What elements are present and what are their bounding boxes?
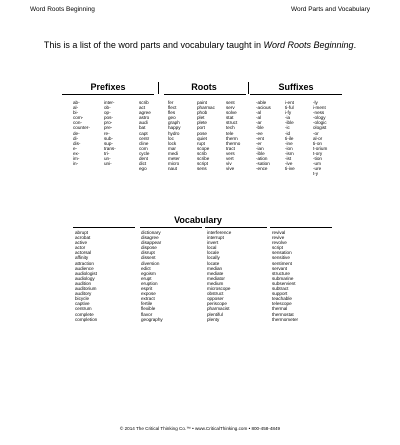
word-item: port [197,125,205,131]
word-item: pre- [104,125,113,131]
roots-column-2 [168,100,181,171]
word-item: bi- [73,110,79,116]
header-section-title: Word Parts and Vocabulary [290,6,370,13]
word-item: dictionary [141,230,161,235]
word-item: ti-on [313,140,322,146]
word-item: audition [75,280,92,286]
vocabulary-column-1 [75,230,97,322]
word-item: serv [226,105,235,111]
vocabulary-column-3 [207,230,231,322]
vocab-rule-2 [140,227,202,228]
word-item: submarine [272,275,294,281]
word-item: -ly [313,100,318,105]
word-item: -ee [256,130,263,136]
suffixes-rule [250,94,342,95]
intro-end: . [353,40,357,50]
vocab-rule-3 [205,227,267,228]
word-item: hydro [168,130,180,136]
word-item: -ologic [313,120,327,126]
word-item: auditory [75,291,92,297]
word-item: interrupt [207,235,224,241]
word-item: inter- [104,100,115,105]
word-item: fles [168,110,176,116]
word-item: egoism [141,270,156,276]
word-item: extract [141,296,155,302]
word-item: medi [168,150,178,156]
word-item: sensitive [272,255,290,261]
word-item: centr [139,135,150,141]
word-item: plete [197,120,207,126]
word-item: -al [256,115,262,121]
word-item: ti-ful [285,105,294,111]
word-item: active [75,240,88,246]
word-item: pharmac [197,105,215,111]
word-item: vers [226,150,235,156]
vocabulary-column-2 [141,230,163,322]
word-item: servant [272,265,288,271]
word-item: interference [207,230,232,235]
word-item: expose [141,291,156,297]
word-item: -ent [256,135,264,141]
word-item: bicycle [75,296,90,302]
suffixes-column-3 [313,100,327,176]
word-item: i-ment [313,105,326,111]
word-item: e- [73,145,78,151]
word-item: erupt [141,275,152,281]
vocab-rule-1 [73,227,135,228]
word-item: al-or [313,135,323,141]
word-item: revive [272,235,285,241]
word-item: sup- [104,140,113,146]
word-item: flect [168,105,177,111]
word-item: -al [256,110,262,116]
intro-sentence [0,40,400,50]
word-item: mediator [207,275,225,281]
word-item: disappear [141,240,162,246]
prefixes-column-2 [104,100,116,166]
word-item: mar [168,145,176,151]
word-item: -ic [285,125,290,131]
word-item: plentiful [207,311,223,317]
word-item: -ence [256,166,268,172]
word-item: flavor [141,311,153,317]
word-item: dict [139,161,147,167]
word-item: auditorium [75,286,97,292]
word-item: plenty [207,316,220,322]
header-book-title: Word Roots Beginning [30,6,95,13]
word-item: astro [139,115,150,121]
word-item: script [197,161,208,167]
prefixes-heading: Prefixes [90,82,126,92]
word-item: ego [139,166,147,172]
word-item: al- [73,105,79,111]
word-item: complete [75,311,94,317]
word-item: op- [104,110,111,116]
word-item: dent [139,156,148,162]
word-item: thermostat [272,311,294,317]
word-item: plet [197,115,205,121]
word-item: -er [256,140,262,146]
word-item: abrupt [75,230,89,235]
word-item: act [139,105,146,111]
word-item: acrobat [75,235,91,241]
word-item: median [207,265,223,271]
word-item: counter- [73,125,90,131]
word-item: fer [168,100,174,105]
word-item: quiet [197,135,207,141]
vocabulary-column-4 [272,230,298,322]
word-item: ab- [73,100,80,105]
word-item: t-ory [313,150,323,156]
word-item: medium [207,280,224,286]
word-item: locally [207,255,220,261]
word-item: -ible [285,120,294,126]
word-item: -able [256,100,267,105]
intro-text: This is a list of the word parts and vocabulary taught in [43,40,264,50]
word-item: scrib [139,100,149,105]
word-item: stat [226,115,234,121]
word-item: locate [207,260,220,266]
suffixes-column-2 [285,100,295,171]
word-item: -tion [313,156,322,162]
word-item: ti-ile [285,135,294,141]
word-item: sentiment [272,260,292,266]
roots-column-3 [197,100,215,171]
word-item: audiology [75,275,95,281]
word-item: dis- [73,140,81,146]
word-item: di- [73,135,79,141]
word-item: invert [207,240,219,246]
word-item: ob- [104,105,111,111]
word-item: diversion [141,260,160,266]
word-item: audi [139,120,148,126]
intro-book-title: Word Roots Beginning [263,40,354,50]
word-item: loc [168,135,174,141]
word-item: flexible [141,306,156,312]
page-header [30,6,370,18]
word-item: vert [226,156,234,162]
word-item: dispose [141,245,157,251]
vocabulary-heading: Vocabulary [174,215,222,225]
word-item: ologist [313,125,327,131]
word-item: support [272,291,288,297]
word-item: -ion [285,145,293,151]
word-item: teachable [272,296,292,302]
word-item: subservient [272,280,296,286]
word-item: scribe [197,156,210,162]
word-item: -sation [256,161,270,167]
word-item: -acious [256,105,271,111]
word-item: disrupt [141,250,155,256]
word-item: solve [226,110,237,116]
word-item: completion [75,316,98,322]
word-item: eruption [141,280,158,286]
word-item: un- [104,156,111,162]
word-item: -ia [285,115,291,121]
word-item: revolve [272,240,287,246]
word-item: meter [168,156,180,162]
word-item: thermometer [272,316,299,322]
word-item: trans- [104,145,116,151]
word-item: revival [272,230,286,235]
word-item: scope [197,145,210,151]
word-item: centrum [75,306,92,312]
word-item: thermo [226,140,241,146]
word-item: geo [168,115,176,121]
word-item: actor [75,245,86,251]
word-item: scrib [197,150,207,156]
word-item: rupt [197,140,205,146]
roots-heading: Roots [191,82,217,92]
word-item: con- [73,120,82,126]
word-item: geography [141,316,163,322]
word-item: thermal [272,306,288,312]
word-item: audience [75,265,94,271]
word-item: phob [197,110,208,116]
word-item: attraction [75,260,94,266]
word-item: locale [207,250,220,256]
word-item: micro [168,161,180,167]
word-item: obstruct [207,291,224,297]
word-item: pro- [104,120,113,126]
word-item: in- [73,161,79,167]
word-item: tract [226,145,235,151]
word-item: t-y [313,171,319,177]
word-item: cycle [139,150,150,156]
word-item: -um [313,161,321,167]
word-item: mediate [207,270,224,276]
word-item: de- [73,130,80,136]
word-item: bat [139,125,146,131]
word-item: -ian [256,145,264,151]
word-item: -ible [256,150,265,156]
word-item: t-orium [313,145,328,151]
word-item: com [139,145,148,151]
word-item: -ar [256,120,262,126]
word-item: -id [285,130,291,136]
suffixes-heading: Suffixes [278,82,314,92]
word-item: captive [75,301,90,307]
word-item: -ure [313,166,322,172]
word-item: vive [226,166,235,172]
word-item: -ist [285,156,292,162]
word-item: agree [139,110,151,116]
word-item: ex- [73,150,80,156]
word-item: capt [139,130,148,136]
word-item: sub- [104,135,113,141]
word-item: -ble [256,125,264,131]
word-item: esprit [141,286,153,292]
divider-right [248,82,249,94]
word-item: -ive [285,161,293,167]
word-item: telescope [272,301,292,307]
word-item: com- [73,115,84,121]
word-item: -ism [285,150,294,156]
word-item: affinity [75,255,89,261]
word-item: tele [226,130,234,136]
word-item: pose [197,130,207,136]
word-item: -or [313,130,319,136]
word-item: ti-ive [285,166,295,172]
word-item: disagree [141,235,159,241]
word-item: audiologist [75,270,97,276]
word-item: edict [141,265,151,271]
word-item: pos- [104,115,113,121]
word-item: re- [104,130,110,136]
roots-column-4 [226,100,240,171]
word-item: uni- [104,161,112,167]
word-item: happy [168,125,181,131]
word-item: fertile [141,301,153,307]
word-item: -ness [313,110,325,116]
word-item: -ation [256,156,268,162]
word-item: local [207,245,217,251]
word-item: dissent [141,255,156,261]
word-item: naut [168,166,177,172]
vocab-rule-4 [270,227,332,228]
word-item: sent [226,100,235,105]
word-item: sens [197,166,207,172]
word-item: -ine [285,140,293,146]
page-footer: © 2014 The Critical Thinking Co.™ • www.CriticalThinking.com • 800-458-4849 [119,426,281,431]
prefixes-rule [62,94,154,95]
word-item: paint [197,100,207,105]
word-item: i-fy [285,110,292,116]
roots-column-1 [139,100,151,171]
prefixes-column-1 [73,100,90,166]
word-item: lock [168,140,177,146]
word-item: struct [226,120,238,126]
word-item: actorsal [75,250,92,256]
word-item: pharmacist [207,306,230,312]
word-item: tri- [104,150,110,156]
word-item: structure [272,270,290,276]
word-item: -ology [313,115,326,121]
word-item: script [272,245,283,251]
word-item: microscope [207,286,231,292]
word-item: cline [139,140,149,146]
word-item: graph [168,120,180,126]
word-item: subtract [272,286,289,292]
word-item: periscope [207,301,227,307]
roots-rule [164,94,246,95]
word-item: opposer [207,296,224,302]
word-item: therm [226,135,238,141]
word-item: viv [226,161,232,167]
suffixes-column-1 [256,100,271,171]
word-item: sensation [272,250,292,256]
divider-left [158,82,159,94]
word-item: tech [226,125,235,131]
word-item: im- [73,156,80,162]
word-item: i-ent [285,100,294,105]
